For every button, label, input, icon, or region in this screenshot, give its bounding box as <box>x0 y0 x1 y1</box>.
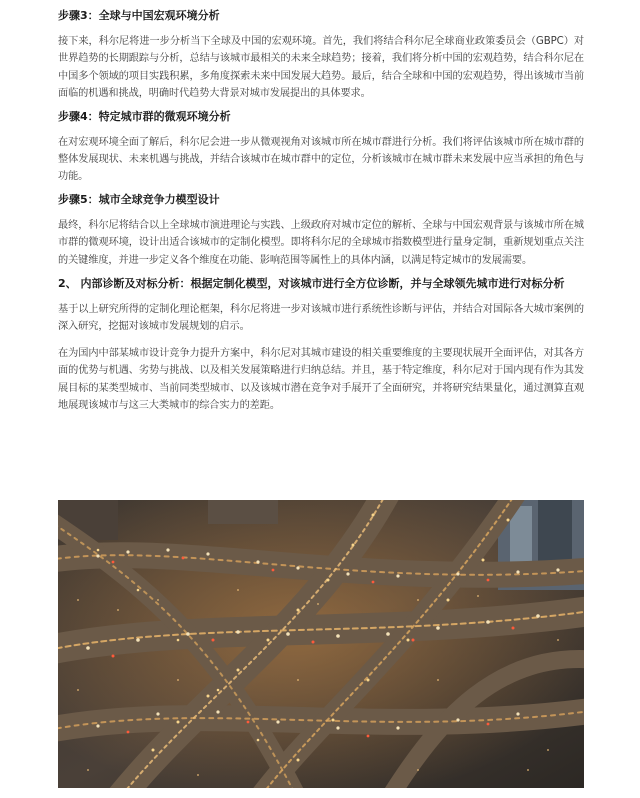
step5-paragraph: 最终，科尔尼将结合以上全球城市演进理论与实践、上级政府对城市定位的解析、全球与中国宏观背景与该城市所在城市群的微观环境，设计出适合该城市的定制化模型。即将科尔尼的全球城市指数模型进行量身定制，重新规划重点关注的关键维度，并进一步定义各个维度在功能、影响范围等属性上的具体内涵，以满足特定城市的发展需要。 <box>58 219 584 266</box>
step4-heading: 步骤4：特定城市群的微观环境分析 <box>58 109 231 123</box>
section2-paragraph-1: 基于以上研究所得的定制化理论框架，科尔尼将进一步对该城市进行系统性诊断与评估，并结合对国际各大城市案例的深入研究，挖掘对该城市发展规划的启示。 <box>58 304 584 333</box>
step3-heading: 步骤3：全球与中国宏观环境分析 <box>58 9 220 22</box>
section2-paragraph-2: 在为国内中部某城市设计竞争力提升方案中，科尔尼对其城市建设的相关重要维度的主要现状展开全面评估，对其各方面的优势与机遇、劣势与挑战、以及相关发展策略进行归纳总结。并且，基于特定维度，科尔尼对于国内现有作为其发展目标的某类型城市、当前同类型城市、以及该城市潜在竞争对手展开了全面研究，并将研究结果量化，通过测算直观地展现该城市与这三大类城市的综合实力的差距。 <box>58 347 584 412</box>
document-body <box>58 8 584 415</box>
section2-heading: 2、 内部诊断及对标分析：根据定制化模型，对该城市进行全方位诊断，并与全球领先城市进行对标分析 <box>58 277 565 291</box>
step4-paragraph: 在对宏观环境全面了解后，科尔尼会进一步从微观视角对该城市所在城市群进行分析。我们将评估该城市所在城市群的整体发展现状、未来机遇与挑战，并结合该城市在城市群中的定位，分析该城市在城市群未来发展中应当承担的角色与功能。 <box>58 136 584 183</box>
step5-heading: 步骤5：城市全球竞争力模型设计 <box>58 192 220 206</box>
step3-paragraph: 接下来，科尔尼将进一步分析当下全球及中国的宏观环境。首先，我们将结合科尔尼全球商业政策委员会（GBPC）对世界趋势的长期跟踪与分析，总结与该城市最相关的未来全球趋势；接着，我们将分析中国的宏观趋势，结合科尔尼在中国多个领域的项目实践积累，多角度探索未来中国发展大趋势。最后，结合全球和中国的宏观趋势，得出该城市当前面临的机遇和挑战，明确时代趋势大背景对城市发展提出的具体要求。 <box>58 36 584 100</box>
city-traffic-illustration <box>58 500 584 788</box>
city-traffic-photo <box>58 500 584 788</box>
